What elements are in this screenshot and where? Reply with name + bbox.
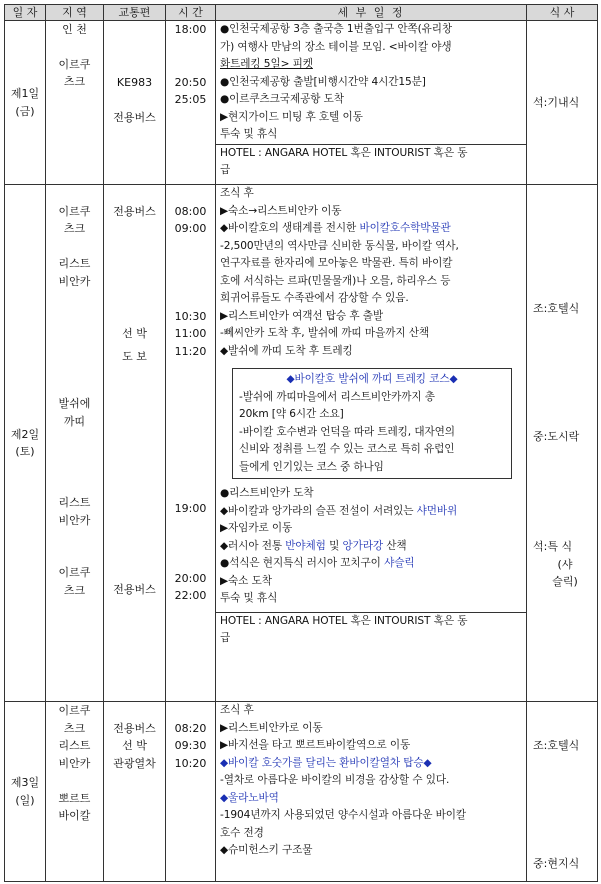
day3-row <box>5 702 598 882</box>
region-line: 이르쿠 <box>58 704 91 717</box>
day2-schedule <box>216 185 527 702</box>
day2-weekday: (토) <box>15 445 35 458</box>
schedule-line: ●이르쿠츠크국제공항 도착 <box>220 93 344 105</box>
region-line: 츠크 <box>63 583 86 597</box>
meal-breakfast: 조:호텔식 <box>533 739 580 752</box>
schedule-line: ▶리스트비안카 여객선 탑승 후 출발 <box>220 309 383 322</box>
region-line: 비안카 <box>58 756 91 770</box>
time-line: 18:00 <box>174 23 207 36</box>
day2-label: 제2일 <box>10 427 40 441</box>
day1-label: 제1일 <box>10 87 40 100</box>
day3-cell <box>5 702 46 882</box>
schedule-line: 조식 후 <box>220 704 254 716</box>
schedule-line: ◆바이칼호의 생태계를 전시한 바이칼호수학박물관 <box>220 222 451 234</box>
time-line: 20:00 <box>174 571 207 585</box>
day2-times <box>166 185 216 702</box>
day3-transport <box>104 702 166 882</box>
region-line: 이르쿠 <box>58 204 91 218</box>
time-line: 11:00 <box>174 327 207 340</box>
hotel-line: HOTEL : ANGARA HOTEL 혹은 INTOURIST 혹은 동 <box>220 614 468 627</box>
time-line: 08:20 <box>174 721 207 735</box>
day2-meal <box>527 185 598 702</box>
day2-row <box>5 185 598 702</box>
header-region: 지 역 <box>46 5 104 21</box>
museum-name: 바이칼호수학박물관 <box>359 222 451 234</box>
time-line: 11:20 <box>174 344 207 358</box>
day1-cell <box>5 21 46 185</box>
time-line: 25:05 <box>174 93 207 106</box>
meal-dinner-note: (샤 <box>557 557 573 571</box>
day2-transport <box>104 185 166 702</box>
day1-weekday: (금) <box>15 104 35 118</box>
hotel-line: HOTEL : ANGARA HOTEL 혹은 INTOURIST 혹은 동 <box>220 146 468 159</box>
schedule-line: ●인천국제공항 출발[비행시간약 4시간15분] <box>220 75 426 88</box>
box-line: -바이칼 호수변과 언덕을 따라 트레킹, 대자연의 <box>239 425 455 438</box>
region-line: 뽀르트 <box>58 791 91 805</box>
time-line: 22:00 <box>174 589 207 602</box>
time-line: 10:20 <box>174 756 207 770</box>
meal-dinner: 석:기내식 <box>533 95 580 109</box>
schedule-line: 호수 전경 <box>220 826 264 839</box>
transport-line: 선 박 <box>122 327 147 340</box>
transport-line: KE983 <box>116 75 153 89</box>
transport-line: 도 보 <box>122 349 147 363</box>
meal-dinner: 석:특 식 <box>533 540 573 553</box>
header-row <box>5 5 598 21</box>
schedule-line: ▶숙소→리스트비안카 이동 <box>220 204 342 217</box>
ulanova-station: ◆울라노바역 <box>220 791 279 804</box>
meal-dinner-note: 슬릭) <box>552 575 578 588</box>
time-line: 10:30 <box>174 309 207 323</box>
day1-transport <box>104 21 166 185</box>
schedule-line: ▶바지선을 타고 뽀르트바이칼역으로 이동 <box>220 739 411 751</box>
header-day: 일 자 <box>5 5 46 21</box>
schedule-line: 투숙 및 휴식 <box>220 592 278 604</box>
trekking-course-title: ◆바이칼호 발쉬에 까띠 트레킹 코스◆ <box>286 373 458 385</box>
schedule-line: -2,500만년의 역사만큼 신비한 동식물, 바이칼 역사, <box>220 239 459 252</box>
schedule-line: 가) 여행사 만남의 장소 테이블 모임. <바이칼 야생 <box>220 40 452 53</box>
region-line: 츠크 <box>63 222 86 235</box>
itinerary-table <box>4 4 598 882</box>
header-transport: 교통편 <box>104 5 166 21</box>
schedule-line: ▶자임카로 이동 <box>220 522 293 534</box>
region-line: 비안카 <box>58 513 91 527</box>
day3-weekday: (일) <box>15 793 35 807</box>
schedule-line: ●리스트비안카 도착 <box>220 487 314 499</box>
meal-breakfast: 조:호텔식 <box>533 302 580 315</box>
schedule-line: ◆슈미헌스키 구조물 <box>220 844 313 856</box>
header-meal: 식 사 <box>527 5 598 21</box>
transport-line: 전용버스 <box>113 721 156 735</box>
region-line: 츠크 <box>63 721 86 735</box>
schedule-line: -뻬씨안카 도착 후, 발쉬에 까띠 마을까지 산책 <box>220 327 429 339</box>
banya-experience: 반야체험 <box>285 539 326 552</box>
box-line: -발쉬에 까띠마을에서 리스트비안카까지 총 <box>239 390 435 403</box>
schedule-line: ◆바이칼과 앙가라의 슬픈 전설이 서려있는 샤먼바위 <box>220 504 458 517</box>
schedule-line: 호에 서식하는 르파(민물물개)나 오믈, 하리우스 등 <box>220 274 451 287</box>
time-line: 19:00 <box>174 502 207 515</box>
box-line: 들에게 인기있는 코스 중 하나임 <box>239 460 384 473</box>
region-line: 발쉬에 <box>58 397 91 410</box>
schedule-line: ◆발쉬에 까띠 도착 후 트레킹 <box>220 344 353 357</box>
day1-hotel <box>216 144 526 180</box>
shashlik: 샤슬릭 <box>384 557 415 569</box>
region-line: 리스트 <box>58 257 91 270</box>
schedule-line: 조식 후 <box>220 187 254 199</box>
transport-line: 선 박 <box>122 739 147 752</box>
day1-times <box>166 21 216 185</box>
circum-baikal-train: ◆바이칼 호숫가를 달리는 환바이칼열차 탑승◆ <box>220 756 432 769</box>
day3-label: 제3일 <box>10 776 40 789</box>
day2-hotel <box>216 612 526 648</box>
time-line: 09:00 <box>174 222 207 235</box>
day2-region <box>46 185 104 702</box>
region-line: 츠크 <box>63 75 86 88</box>
day2-cell <box>5 185 46 702</box>
region-line <box>46 39 103 56</box>
region-line: 까띠 <box>63 414 86 428</box>
region-line: 바이칼 <box>58 809 91 822</box>
day3-times <box>166 702 216 882</box>
day3-meal <box>527 702 598 882</box>
header-time: 시 간 <box>166 5 216 21</box>
time-line: 08:00 <box>174 204 207 218</box>
schedule-line: 희귀어류들도 수족관에서 감상할 수 있음. <box>220 292 409 304</box>
day1-meal <box>527 21 598 185</box>
region-line: 인 천 <box>62 23 87 36</box>
day3-region <box>46 702 104 882</box>
transport-line: 전용버스 <box>113 110 156 124</box>
header-schedule: 세 부 일 정 <box>216 5 527 21</box>
transport-line: 관광열차 <box>113 756 156 770</box>
region-line: 리스트 <box>58 739 91 752</box>
day1-schedule <box>216 21 527 185</box>
schedule-line: -1904년까지 사용되었던 양수시설과 아름다운 바이칼 <box>220 809 467 821</box>
region-line: 이르쿠 <box>58 57 91 71</box>
hotel-line: 급 <box>220 632 231 644</box>
shaman-rock: 샤먼바위 <box>416 504 458 517</box>
box-line: 신비와 정취를 느낄 수 있는 코스로 특히 유럽인 <box>239 443 455 455</box>
region-line: 비안카 <box>58 274 91 288</box>
day1-region <box>46 21 104 185</box>
time-line: 20:50 <box>174 75 207 89</box>
angara-river: 앙가라강 <box>342 539 384 552</box>
region-line: 이르쿠 <box>58 566 91 579</box>
schedule-line: ◆러시아 전통 반야체험 및 앙가라강 산책 <box>220 539 407 552</box>
meal-lunch: 중:도시락 <box>533 429 580 443</box>
schedule-line: -열차로 아름다운 바이칼의 비경을 감상할 수 있다. <box>220 774 450 786</box>
region-line: 리스트 <box>58 496 91 509</box>
schedule-line: 투숙 및 휴식 <box>220 128 278 140</box>
box-line: 20km [약 6시간 소요] <box>239 408 344 420</box>
trekking-course-box <box>232 368 512 479</box>
transport-line: 전용버스 <box>113 204 156 218</box>
schedule-line: 연구자료를 한자리에 모아놓은 박물관. 특히 바이칼 <box>220 257 453 269</box>
schedule-line: ▶숙소 도착 <box>220 574 272 587</box>
schedule-line: ●인천국제공항 3층 출국층 1번출입구 안쪽(유리창 <box>220 23 453 35</box>
schedule-line: 화트레킹 5일> 피켓 <box>220 58 313 70</box>
day1-row <box>5 21 598 185</box>
transport-line: 전용버스 <box>113 583 156 596</box>
time-line: 09:30 <box>174 739 207 752</box>
day3-schedule <box>216 702 527 882</box>
schedule-line: ●석식은 현지특식 러시아 꼬치구이 샤슬릭 <box>220 557 415 569</box>
meal-lunch: 중:현지식 <box>533 856 580 870</box>
hotel-line: 급 <box>220 164 231 176</box>
schedule-line: ▶리스트비안카로 이동 <box>220 721 323 734</box>
schedule-line: ▶현지가이드 미팅 후 호텔 이동 <box>220 110 363 123</box>
